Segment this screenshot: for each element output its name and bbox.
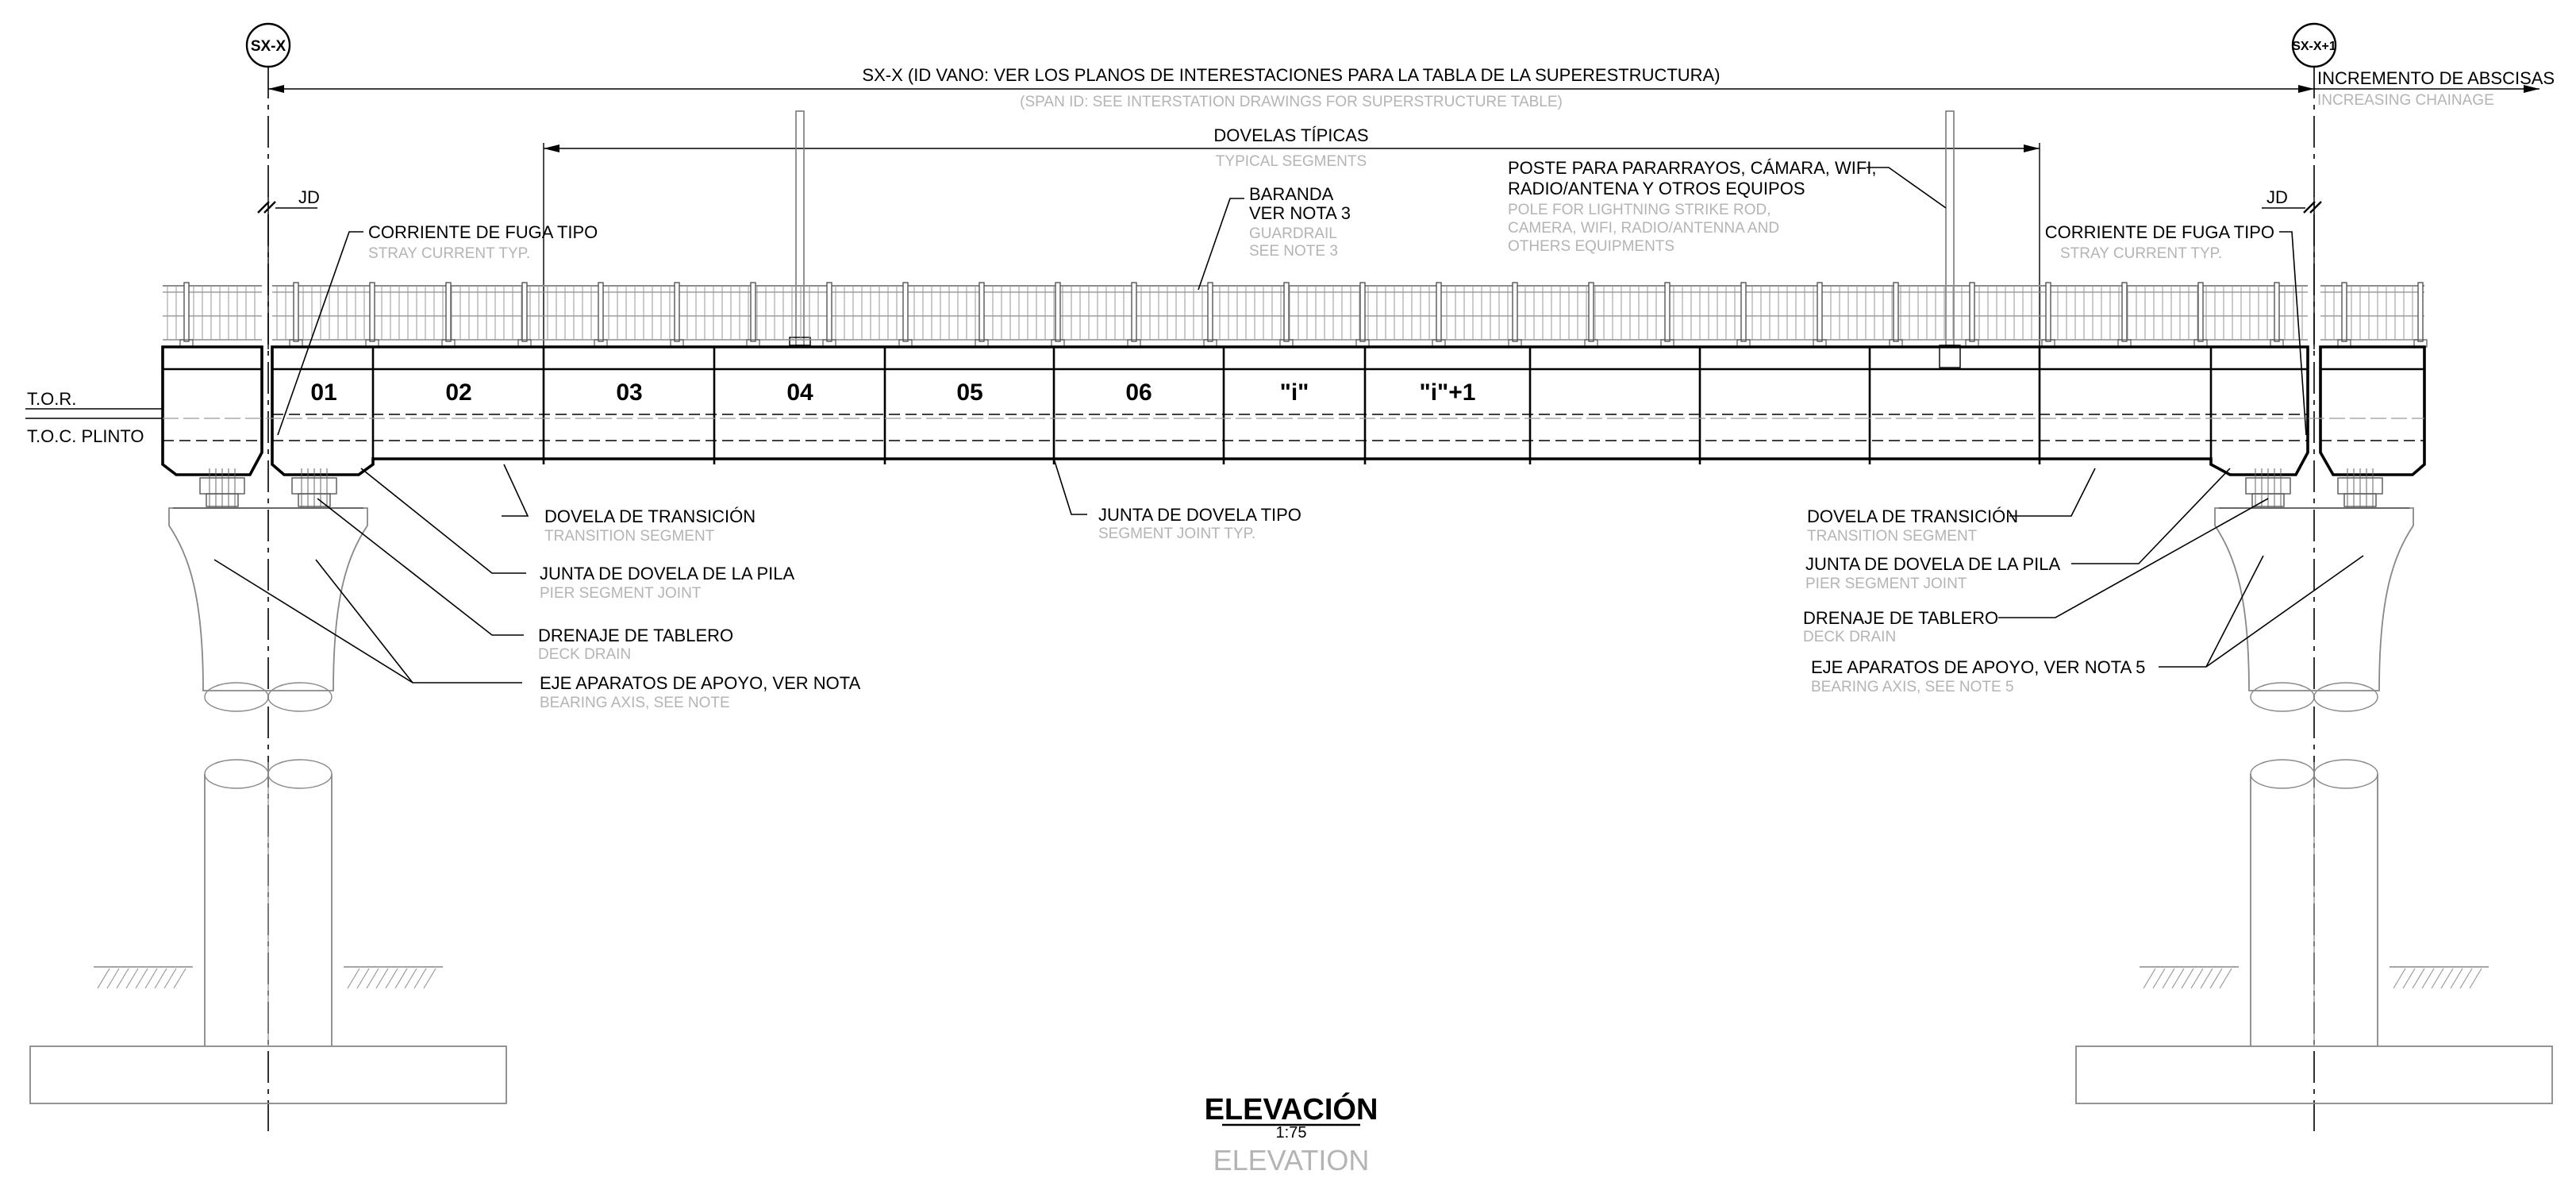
- piers: [30, 468, 2552, 1103]
- pier-column-base: [2251, 760, 2314, 788]
- pier-column-top: [2251, 683, 2314, 711]
- segment-labels: [310, 379, 1475, 406]
- title-scale: 1:75: [1275, 1124, 1307, 1142]
- left-transition-callout: [502, 464, 755, 545]
- pole-callout: [1508, 158, 1946, 255]
- title-main: ELEVACIÓN: [1204, 1093, 1378, 1126]
- ground-hatch: [98, 968, 110, 988]
- segment-label: 05: [956, 379, 983, 406]
- guardrail-post: [1436, 283, 1441, 341]
- guardrail-post: [1741, 283, 1746, 341]
- ground-hatch: [174, 968, 186, 988]
- pole-label-1: POSTE PARA PARARRAYOS, CÁMARA, WIFI,: [1508, 158, 1877, 178]
- ground-hatch: [2403, 968, 2415, 988]
- ground-hatch: [2210, 968, 2222, 988]
- left-bearing-sublabel: BEARING AXIS, SEE NOTE: [540, 695, 730, 711]
- segment-label: "i": [1279, 379, 1309, 406]
- guardrail-post: [1132, 283, 1136, 341]
- ground-hatch: [126, 968, 138, 988]
- guardrail-post: [370, 283, 375, 341]
- left-pier-joint-sublabel: PIER SEGMENT JOINT: [540, 585, 702, 602]
- span-label: SX-X (ID VANO: VER LOS PLANOS DE INTERESTACIONES PARA LA TABLA DE LA SUPERESTRUCTURA): [862, 65, 1721, 85]
- guardrail-post: [979, 283, 984, 341]
- typical-segments-label: DOVELAS TÍPICAS: [1213, 125, 1369, 145]
- ground-hatch: [2422, 968, 2434, 988]
- guardrail-post: [1894, 283, 1898, 341]
- deck: [163, 347, 2424, 475]
- pole-sublabel-2: CAMERA, WIFI, RADIO/ANTENNA AND: [1508, 220, 1780, 237]
- ground-hatch: [2191, 968, 2203, 988]
- ground-hatch: [155, 968, 167, 988]
- guardrail-post: [1970, 283, 1974, 341]
- segment-label: 03: [616, 379, 643, 406]
- segment-label: 06: [1125, 379, 1152, 406]
- pier-column-top: [2314, 683, 2378, 711]
- left-drain-sublabel: DECK DRAIN: [538, 646, 632, 663]
- ground-hatch: [367, 968, 379, 988]
- segment-label: 01: [310, 379, 337, 406]
- pier-column-top: [268, 683, 332, 711]
- joint-right: [2262, 187, 2321, 349]
- ground-hatch: [136, 968, 148, 988]
- ground-hatch: [117, 968, 129, 988]
- segment-label: 04: [786, 379, 813, 406]
- guardrail-post: [1055, 283, 1060, 341]
- guardrail-post: [184, 283, 189, 341]
- ground-hatch: [376, 968, 388, 988]
- toc-label: T.O.C. PLINTO: [27, 426, 144, 446]
- axis-label-left: SX-X: [250, 38, 286, 55]
- guardrail-post: [1208, 283, 1213, 341]
- right-pier-joint-sublabel: PIER SEGMENT JOINT: [1805, 576, 1967, 592]
- pier-column-base: [268, 760, 332, 788]
- ground-hatch: [2470, 968, 2482, 988]
- guardrail-label-1: BARANDA: [1249, 184, 1334, 204]
- ground-hatch: [145, 968, 157, 988]
- chainage-note: [2314, 68, 2555, 109]
- ground-hatch: [424, 968, 436, 988]
- ground-hatch: [414, 968, 426, 988]
- left-drain-label: DRENAJE DE TABLERO: [538, 626, 734, 645]
- ground-hatch: [2432, 968, 2443, 988]
- ground-hatch: [2451, 968, 2463, 988]
- segment-joint-sublabel: SEGMENT JOINT TYP.: [1098, 526, 1256, 542]
- pier-column-base: [205, 760, 268, 788]
- ground-hatch: [2393, 968, 2405, 988]
- guardrail-callout: [1198, 184, 1351, 290]
- drawing-title: [1205, 1092, 1378, 1176]
- ground-hatch: [386, 968, 398, 988]
- guardrail-label-2: VER NOTA 3: [1249, 203, 1351, 223]
- chainage-sublabel: INCREASING CHAINAGE: [2317, 92, 2494, 109]
- segment-joint-callout: [1054, 459, 1301, 542]
- ground-hatch: [2441, 968, 2453, 988]
- ground-hatch: [2163, 968, 2174, 988]
- ground-hatch: [405, 968, 417, 988]
- guardrail-post: [2418, 283, 2423, 341]
- stray-right-label: CORRIENTE DE FUGA TIPO: [2044, 222, 2274, 242]
- guardrail-post: [1284, 283, 1289, 341]
- ground-hatch: [164, 968, 176, 988]
- guardrail-post: [751, 283, 755, 341]
- pole-left: [790, 111, 810, 345]
- pier-column-top: [205, 683, 268, 711]
- stray-left-sublabel: STRAY CURRENT TYP.: [368, 245, 531, 262]
- pier-column-base: [2314, 760, 2378, 788]
- guardrail-post: [2122, 283, 2127, 341]
- typical-segments-sublabel: TYPICAL SEGMENTS: [1215, 153, 1367, 170]
- guardrail-post: [903, 283, 908, 341]
- right-bearing-sublabel: BEARING AXIS, SEE NOTE 5: [1811, 679, 2014, 695]
- left-pier-joint-label: JUNTA DE DOVELA DE LA PILA: [540, 564, 795, 583]
- span-sublabel: (SPAN ID: SEE INTERSTATION DRAWINGS FOR SUPERSTRUCTURE TABLE): [1020, 94, 1563, 110]
- ground-hatch: [2460, 968, 2472, 988]
- guardrail-post: [2274, 283, 2279, 341]
- right-transition-label: DOVELA DE TRANSICIÓN: [1807, 506, 2019, 526]
- pole-sublabel-3: OTHERS EQUIPMENTS: [1508, 238, 1675, 255]
- right-pier-joint-label: JUNTA DE DOVELA DE LA PILA: [1805, 554, 2061, 574]
- pole-right: [1940, 111, 1960, 368]
- span-dimension: [268, 65, 2314, 110]
- title-sub: ELEVATION: [1213, 1144, 1370, 1176]
- guardrail-post: [1360, 283, 1365, 341]
- left-transition-label: DOVELA DE TRANSICIÓN: [544, 506, 756, 526]
- guardrail-post: [2198, 283, 2203, 341]
- right-drain-sublabel: DECK DRAIN: [1803, 629, 1897, 645]
- guardrail-post: [598, 283, 603, 341]
- joint-right-label: JD: [2266, 187, 2288, 207]
- segment-label: "i"+1: [1419, 379, 1476, 406]
- guardrail: [163, 283, 2427, 347]
- left-bearing-label: EJE APARATOS DE APOYO, VER NOTA: [540, 673, 861, 693]
- ground-hatch: [2182, 968, 2193, 988]
- axis-label-right: SX-X+1: [2292, 40, 2336, 53]
- joint-left: [258, 187, 320, 349]
- ground-hatch: [395, 968, 407, 988]
- right-drain-label: DRENAJE DE TABLERO: [1803, 608, 1999, 628]
- ground-hatch: [357, 968, 369, 988]
- ground-hatch: [107, 968, 119, 988]
- ground-hatch: [2143, 968, 2155, 988]
- ground-hatch: [348, 968, 359, 988]
- segment-label: 02: [445, 379, 472, 406]
- guardrail-sublabel-2: SEE NOTE 3: [1249, 243, 1338, 260]
- joint-left-label: JD: [298, 187, 320, 207]
- right-transition-callout: [1807, 468, 2095, 545]
- right-bearing-label: EJE APARATOS DE APOYO, VER NOTA 5: [1811, 657, 2146, 677]
- guardrail-post: [294, 283, 298, 341]
- pole-label-2: RADIO/ANTENA Y OTROS EQUIPOS: [1508, 179, 1805, 198]
- ground-hatch: [2172, 968, 2184, 988]
- guardrail-post: [827, 283, 832, 341]
- segment-joint-label: JUNTA DE DOVELA TIPO: [1098, 505, 1301, 525]
- ground-hatch: [2201, 968, 2213, 988]
- ground-hatch: [2220, 968, 2232, 988]
- right-transition-sublabel: TRANSITION SEGMENT: [1807, 528, 1978, 545]
- guardrail-post: [522, 283, 527, 341]
- tor-label: T.O.R.: [27, 389, 77, 409]
- guardrail-post: [1589, 283, 1594, 341]
- guardrail-sublabel-1: GUARDRAIL: [1249, 225, 1337, 242]
- stray-right-sublabel: STRAY CURRENT TYP.: [2060, 245, 2223, 262]
- guardrail-post: [1817, 283, 1822, 341]
- guardrail-post: [1513, 283, 1517, 341]
- ground-hatch: [2153, 968, 2165, 988]
- guardrail-post: [2046, 283, 2051, 341]
- ground-hatch: [2413, 968, 2424, 988]
- chainage-label: INCREMENTO DE ABSCISAS: [2317, 68, 2555, 88]
- guardrail-post: [1665, 283, 1670, 341]
- guardrail-post: [2342, 283, 2347, 341]
- stray-left-label: CORRIENTE DE FUGA TIPO: [368, 222, 598, 242]
- segment-joints: [373, 347, 2211, 464]
- guardrail-post: [446, 283, 451, 341]
- guardrail-post: [675, 283, 679, 341]
- pole-sublabel-1: POLE FOR LIGHTNING STRIKE ROD,: [1508, 202, 1771, 218]
- left-transition-sublabel: TRANSITION SEGMENT: [544, 528, 715, 545]
- level-marks: [25, 389, 2424, 446]
